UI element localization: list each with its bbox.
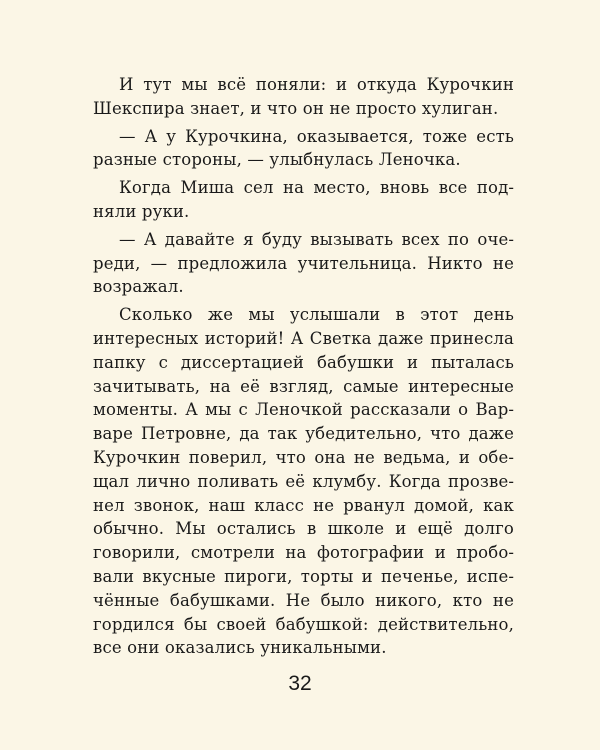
page-body	[93, 73, 514, 660]
paragraph: Когда Миша сел на место, вновь все подняли руки.	[93, 178, 514, 221]
page-number: 32	[288, 672, 312, 695]
paragraph: Сколько же мы услышали в этот день интересных историй! А Светка даже принесла папку с диссертацией бабушки и пыталась зачитывать, на её взгляд, самые интересные моменты. А мы с Леночкой рассказали о Варваре Петровне, да так убедительно, что даже Курочкин поверил, что она не ведьма, и обещал лично поливать её клумбу. Когда прозвенел звонок, наш класс не рванул домой, как обычно. Мы остались в школе и ещё долго говорили, смотрели на фотографии и пробовали вкусные пироги, торты и печенье, испечённые бабушками. Не было никого, кто не гордился бы своей бабушкой: действительно, все они оказались уникальными.	[93, 305, 514, 658]
paragraph: — А у Курочкина, оказывается, тоже есть разные стороны, — улыбнулась Леночка.	[93, 126, 514, 170]
paragraph: — А давайте я буду вызывать всех по очереди, — предложила учительница. Никто не возражал.	[93, 229, 514, 297]
paragraph: И тут мы всё поняли: и откуда Курочкин Шекспира знает, и что он не просто хулиган.	[93, 75, 514, 118]
